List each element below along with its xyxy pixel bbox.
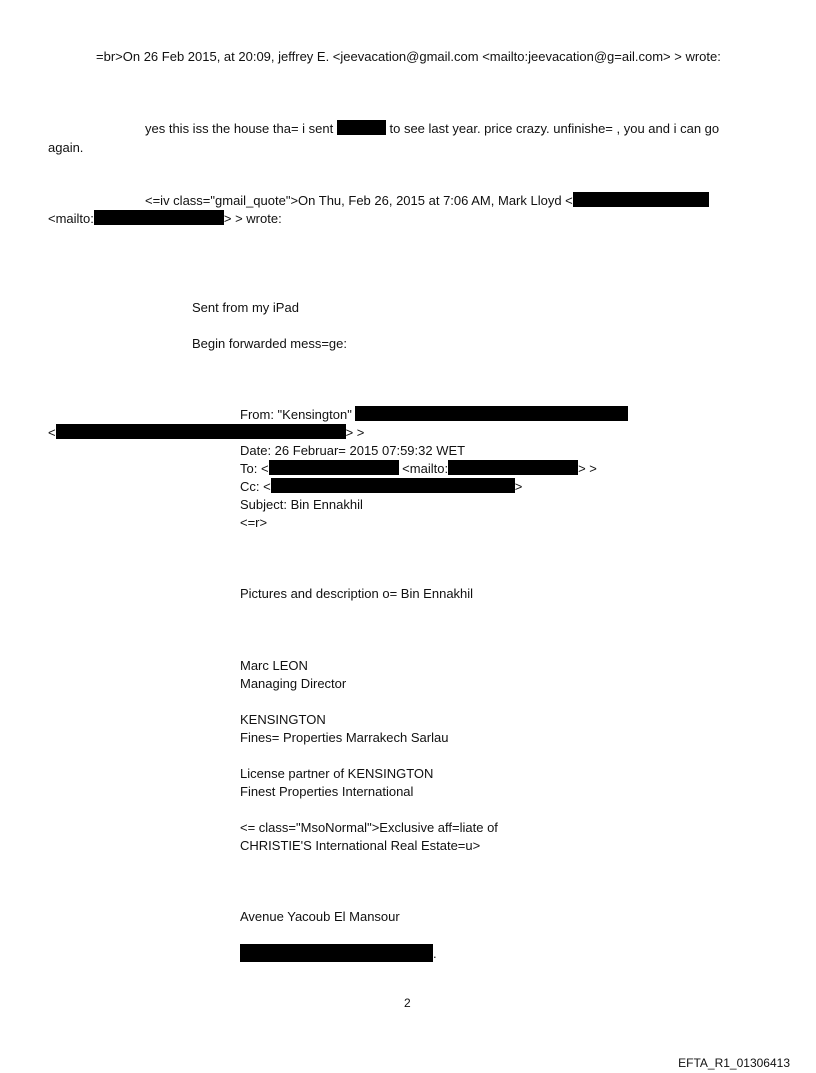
quote-text-a: <=iv class="gmail_quote">On Thu, Feb 26, 2015 at 7:06 AM, Mark Lloyd < (145, 193, 573, 208)
to-label: To: < (240, 461, 269, 476)
br-tag-text: <=r> (240, 515, 268, 530)
redaction-box (337, 120, 386, 135)
from-cont-open: < (48, 425, 56, 440)
quote-line-cont (48, 210, 282, 228)
reply-text-c: again. (48, 140, 84, 155)
affiliate-sub-line (240, 837, 480, 855)
document-id-text: EFTA_R1_01306413 (678, 1056, 790, 1070)
address-end: . (433, 946, 437, 961)
redaction-box (94, 210, 224, 225)
to-line (240, 460, 597, 478)
sent-from-line (192, 299, 299, 317)
company-sub-line (240, 729, 448, 747)
begin-forward-line (192, 335, 347, 353)
reply-line-cont (48, 139, 83, 157)
begin-forward-text: Begin forwarded mess=ge: (192, 336, 348, 351)
sent-from-text: Sent from my iPad (192, 300, 299, 315)
to-mailto: <mailto: (402, 461, 449, 476)
address-line (240, 908, 400, 926)
date-line (240, 442, 465, 460)
from-cont-close: > > (345, 425, 365, 440)
redaction-box (56, 424, 346, 439)
subject-line (240, 496, 363, 514)
quote-text-b: <mailto: (48, 211, 94, 226)
reply-text-a: yes this iss the house tha= i sent (145, 121, 334, 136)
signature-name-text: Marc LEON (240, 658, 308, 673)
page-number-text: 2 (404, 996, 411, 1010)
intro-line (96, 48, 721, 66)
redaction-box (271, 478, 515, 493)
affiliate-sub-text: CHRISTIE'S International Real Estate=u> (240, 838, 481, 853)
cc-close: > (514, 479, 523, 494)
redaction-box (269, 460, 399, 475)
cc-line (240, 478, 522, 496)
from-line-cont (48, 424, 364, 442)
cc-label: Cc: < (240, 479, 271, 494)
date-text: Date: 26 Februar= 2015 07:59:32 WET (240, 443, 466, 458)
license-text: License partner of KENSINGTON (240, 766, 434, 781)
license-sub-line (240, 783, 413, 801)
redaction-box (355, 406, 628, 421)
pictures-line (240, 585, 473, 603)
signature-title-text: Managing Director (240, 676, 347, 691)
from-label: From: "Kensington" (240, 407, 352, 422)
quote-text-c: > > wrote: (223, 211, 282, 226)
br-tag-line (240, 514, 267, 532)
affiliate-text: <= class="MsoNormal">Exclusive aff=liate of (240, 820, 498, 835)
intro-text: =br>On 26 Feb 2015, at 20:09, jeffrey E. <jeevacation@gmail.com <mailto:jeevacation@g=ail.com> > wrote: (96, 49, 721, 64)
company-line (240, 711, 326, 729)
signature-title (240, 675, 346, 693)
reply-text-b: to see last year. price crazy. unfinishe= , you and i can go (389, 121, 720, 136)
reply-line (145, 120, 719, 138)
from-line (240, 406, 628, 424)
company-text: KENSINGTON (240, 712, 326, 727)
subject-text: Subject: Bin Ennakhil (240, 497, 363, 512)
company-sub-text: Fines= Properties Marrakech Sarlau (240, 730, 449, 745)
document-id (678, 1056, 790, 1070)
signature-name (240, 657, 308, 675)
license-sub-text: Finest Properties International (240, 784, 414, 799)
affiliate-line (240, 819, 498, 837)
pictures-text: Pictures and description o= Bin Ennakhil (240, 586, 474, 601)
quote-line (145, 192, 709, 210)
license-line (240, 765, 433, 783)
to-close: > > (578, 461, 597, 476)
redaction-box (448, 460, 578, 475)
redaction-box (240, 944, 433, 962)
address-redacted-line (240, 944, 437, 963)
address-text: Avenue Yacoub El Mansour (240, 909, 400, 924)
page-number (404, 994, 411, 1012)
redaction-box (573, 192, 709, 207)
